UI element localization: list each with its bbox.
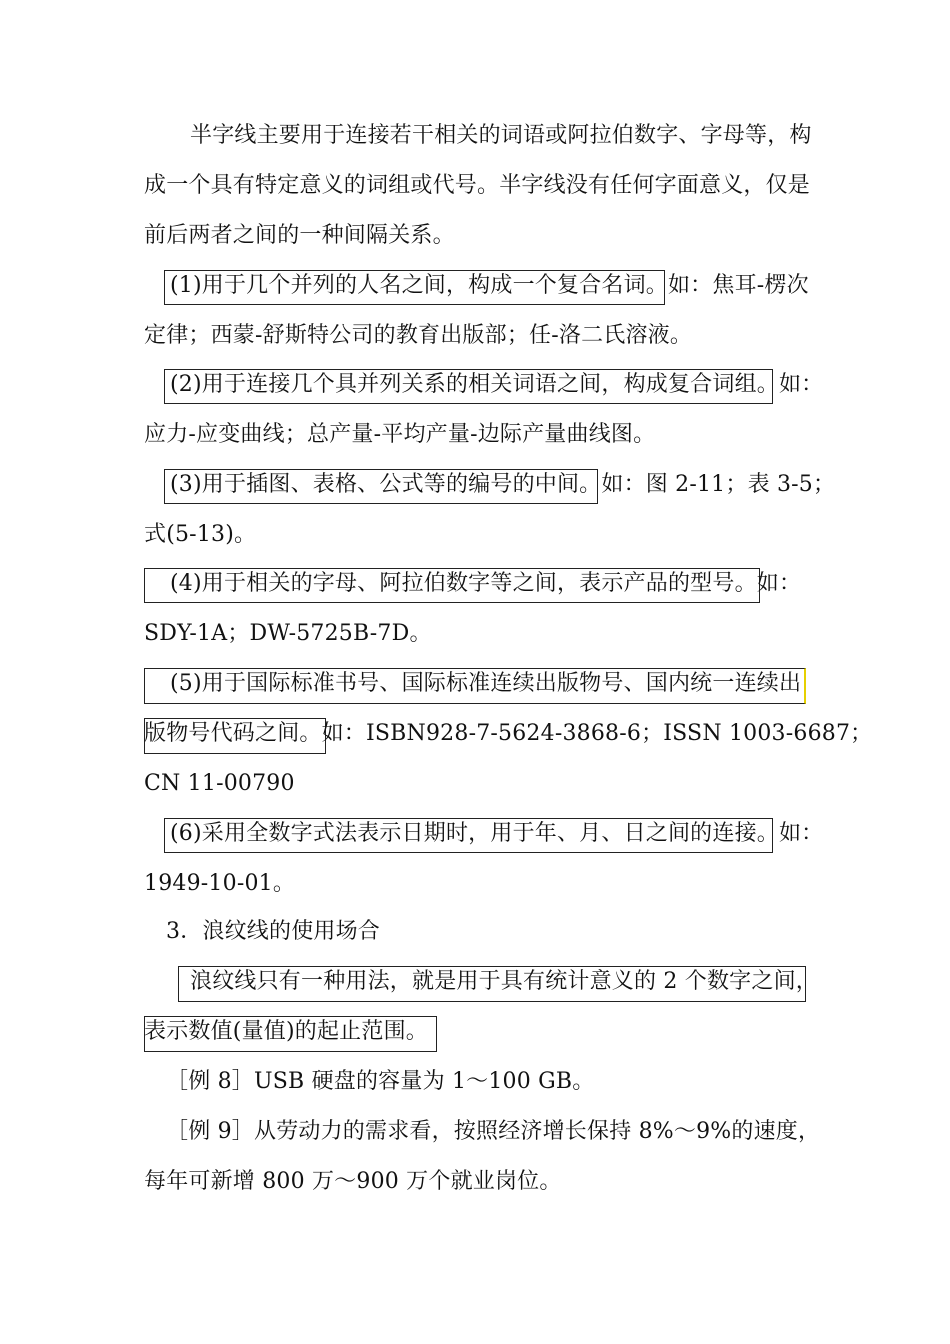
section-heading: 3．浪纹线的使用场合	[166, 919, 380, 944]
example-line: ［例 9］从劳动力的需求看，按照经济增长保持 8%～9%的速度，	[166, 1119, 821, 1144]
list-item-line: 式(5-13)。	[144, 522, 257, 547]
paragraph-line: 成一个具有特定意义的词组或代号。半字线没有任何字面意义，仅是	[144, 173, 811, 198]
example-line: ［例 8］USB 硬盘的容量为 1～100 GB。	[166, 1069, 595, 1094]
list-item-line: (4)用于相关的字母、阿拉伯数字等之间，表示产品的型号。如：	[170, 571, 802, 596]
paragraph-line: 前后两者之间的一种间隔关系。	[144, 223, 455, 248]
list-item-line: 定律；西蒙-舒斯特公司的教育出版部；任-洛二氏溶液。	[144, 323, 693, 348]
list-item-line: 应力-应变曲线；总产量-平均产量-边际产量曲线图。	[144, 422, 656, 447]
list-item-line: 版物号代码之间。如：ISBN928-7-5624-3868-6；ISSN 1003-6687；	[144, 721, 873, 746]
list-item-line: (3)用于插图、表格、公式等的编号的中间。如：图 2-11；表 3-5；	[170, 472, 836, 497]
example-line: 每年可新增 800 万～900 万个就业岗位。	[144, 1169, 562, 1194]
list-item-line: (6)采用全数字式法表示日期时，用于年、月、日之间的连接。如：	[170, 821, 824, 846]
list-item-line: 1949-10-01。	[144, 871, 296, 896]
list-item-line: (1)用于几个并列的人名之间，构成一个复合名词。如：焦耳-楞次	[170, 273, 809, 298]
list-item-line: (2)用于连接几个具并列关系的相关词语之间，构成复合词组。如：	[170, 372, 824, 397]
list-item-line: SDY-1A；DW-5725B-7D。	[144, 621, 432, 646]
paragraph-line: 表示数值(量值)的起止范围。	[144, 1019, 428, 1044]
paragraph-line: 浪纹线只有一种用法，就是用于具有统计意义的 2 个数字之间，	[190, 969, 818, 994]
list-item-line: CN 11-00790	[144, 771, 295, 796]
paragraph-line: 半字线主要用于连接若干相关的词语或阿拉伯数字、字母等，构	[190, 123, 812, 148]
list-item-line: (5)用于国际标准书号、国际标准连续出版物号、国内统一连续出	[170, 671, 802, 696]
